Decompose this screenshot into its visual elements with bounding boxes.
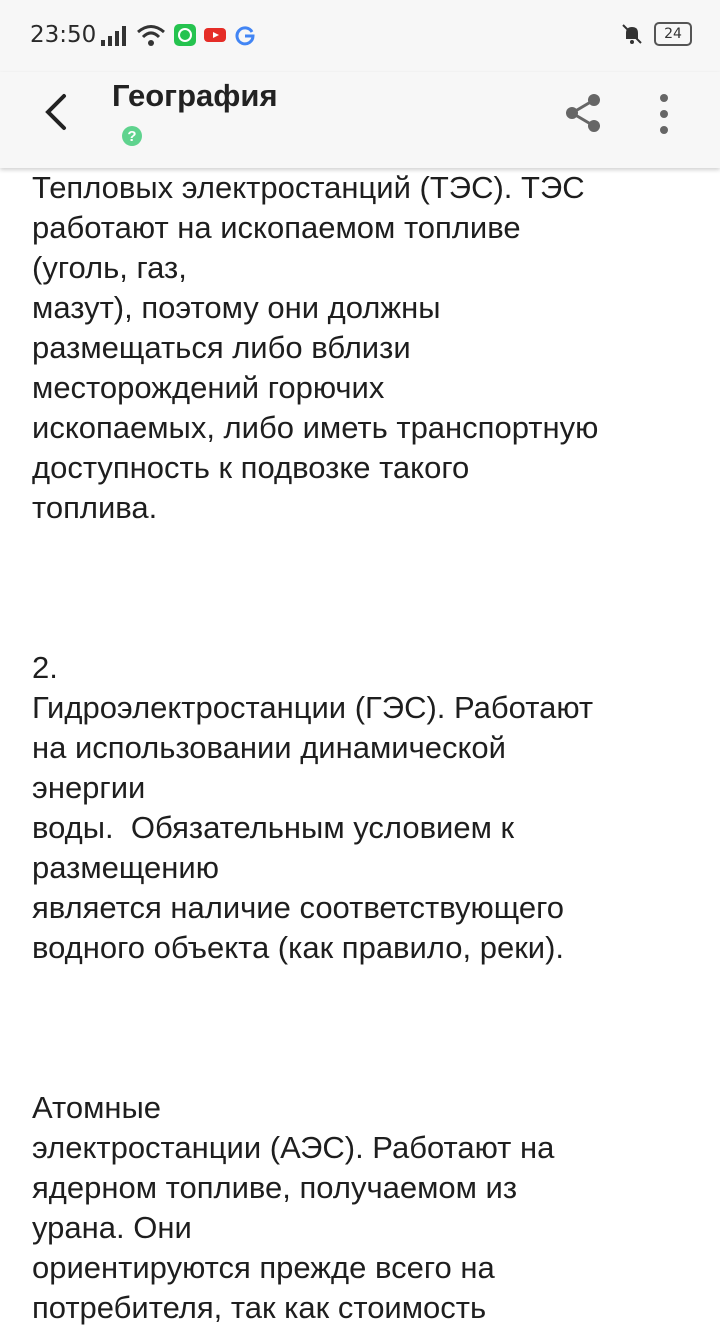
text-line: урана. Они xyxy=(32,1210,192,1245)
google-icon xyxy=(234,24,256,46)
text-line xyxy=(32,1048,702,1088)
text-line: является наличие соответствующего xyxy=(32,890,564,925)
text-line: электростанции (АЭС). Работают на xyxy=(32,1130,555,1165)
text-line: Гидроэлектростанции (ГЭС). Работают xyxy=(32,690,594,725)
text-line xyxy=(32,568,702,608)
app-bar xyxy=(0,72,720,168)
question-badge: ? xyxy=(122,126,142,146)
page-title: География xyxy=(112,78,278,113)
text-line xyxy=(32,1008,702,1048)
more-options-icon[interactable] xyxy=(650,92,678,136)
text-line: размещаться либо вблизи xyxy=(32,330,411,365)
text-line xyxy=(32,528,702,568)
youtube-icon xyxy=(204,24,226,46)
status-time: 23:50 xyxy=(30,22,97,48)
text-line: Атомные xyxy=(32,1090,162,1125)
text-line xyxy=(32,608,702,648)
share-icon[interactable] xyxy=(562,92,604,134)
text-line: месторождений горючих xyxy=(32,370,385,405)
mute-bell-icon xyxy=(620,22,644,46)
status-right xyxy=(620,22,692,46)
status-bar xyxy=(0,0,720,72)
text-line: водного объекта (как правило, реки). xyxy=(32,930,565,965)
text-line: (уголь, газ, xyxy=(32,250,187,285)
text-line: потребителя, так как стоимость xyxy=(32,1290,487,1325)
battery-indicator: 24 xyxy=(654,22,692,46)
text-line: работают на ископаемом топливе xyxy=(32,210,521,245)
text-line: размещению xyxy=(32,850,219,885)
text-line: ориентируются прежде всего на xyxy=(32,1250,495,1285)
signal-icon xyxy=(100,26,128,46)
text-line: ископаемых, либо иметь транспортную xyxy=(32,410,599,445)
text-line: мазут), поэтому они должны xyxy=(32,290,441,325)
text-line: доступность к подвозке такого xyxy=(32,450,470,485)
back-arrow-icon[interactable] xyxy=(38,90,78,134)
text-line: Тепловых электростанций (ТЭС). ТЭС xyxy=(32,170,585,205)
wifi-icon xyxy=(136,24,166,46)
answer-text xyxy=(32,168,702,1328)
text-line xyxy=(32,968,702,1008)
text-line: топлива. xyxy=(32,490,158,525)
status-icons xyxy=(100,24,256,46)
text-line: воды. Обязательным условием к xyxy=(32,810,515,845)
text-line: 2. xyxy=(32,650,58,685)
text-line: ядерном топливе, получаемом из xyxy=(32,1170,518,1205)
whatsapp-icon xyxy=(174,24,196,46)
text-line: энергии xyxy=(32,770,146,805)
text-line: на использовании динамической xyxy=(32,730,506,765)
